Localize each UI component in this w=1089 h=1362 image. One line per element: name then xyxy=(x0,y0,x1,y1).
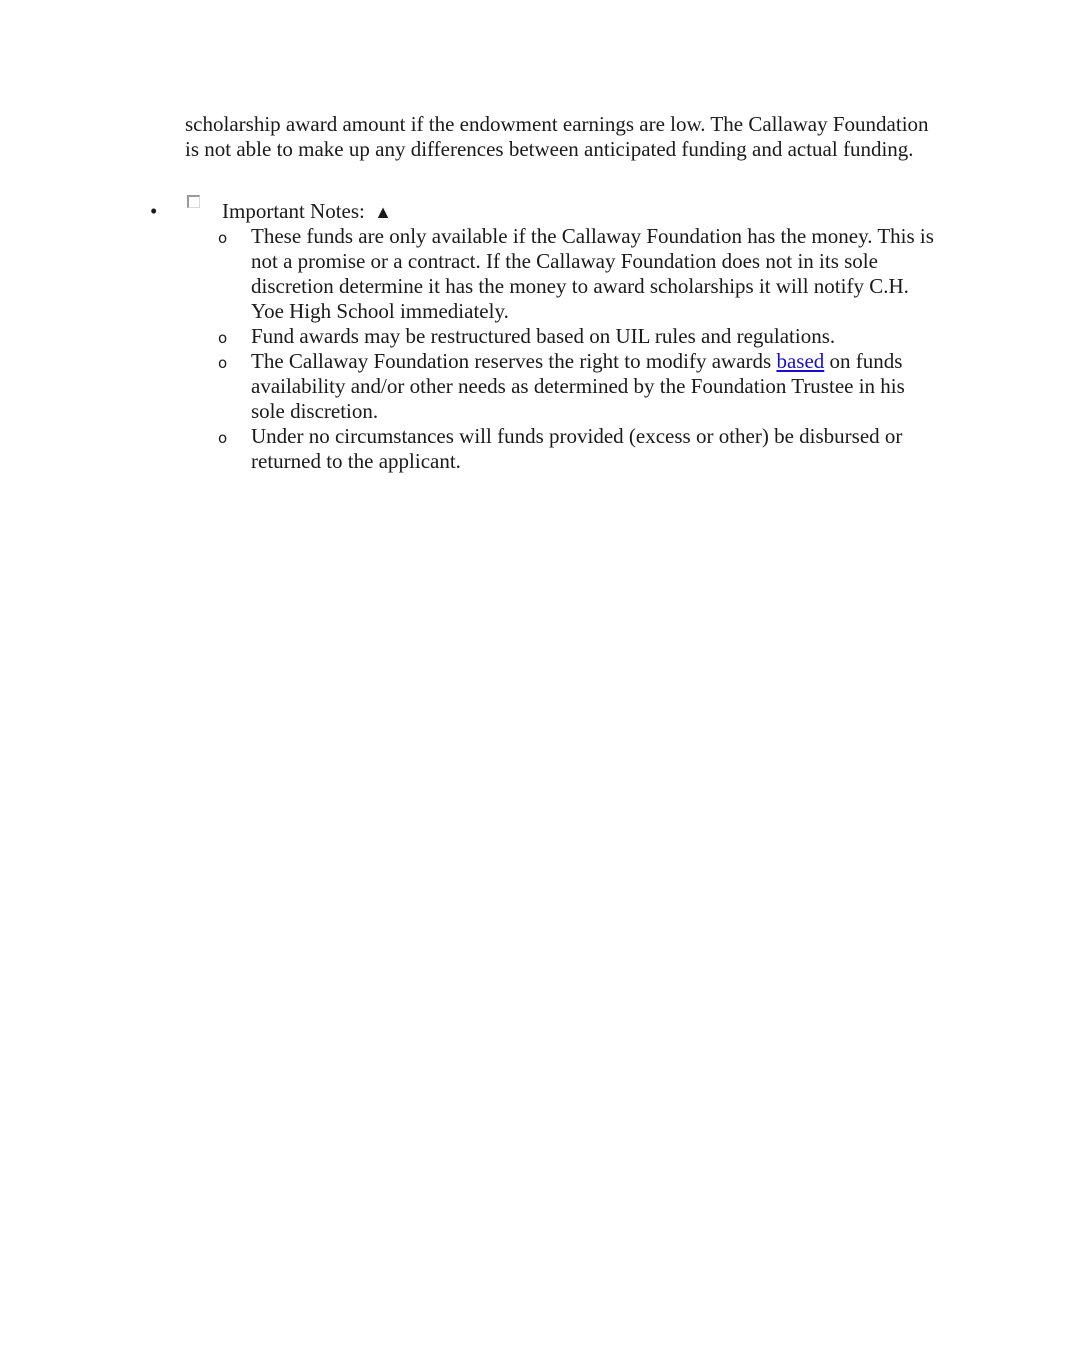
list-item-line: availability and/or other needs as determined by the Foundation Trustee in his xyxy=(251,374,905,398)
list-item-line xyxy=(251,349,1089,374)
list-item xyxy=(0,349,1089,424)
bullet-dot-icon: • xyxy=(150,199,158,223)
continuation-line-1: scholarship award amount if the endowment earnings are low. The Callaway Foundation xyxy=(185,112,929,136)
list-item-line: not a promise or a contract. If the Callaway Foundation does not in its sole xyxy=(251,249,878,273)
list-item-line: Under no circumstances will funds provided (excess or other) be disbursed or xyxy=(251,424,903,448)
triangle-up-icon: ▲ xyxy=(374,202,392,222)
heading-label: Important Notes: xyxy=(222,199,365,223)
list-item xyxy=(0,224,1089,324)
list-item-line: Fund awards may be restructured based on UIL rules and regulations. xyxy=(251,324,836,348)
line-text: The Callaway Foundation reserves the right to modify awards xyxy=(251,349,777,373)
continuation-line-2: is not able to make up any differences between anticipated funding and actual funding. xyxy=(185,137,914,161)
circle-bullet-icon: o xyxy=(218,229,228,247)
list-item xyxy=(0,324,1089,349)
based-link[interactable]: based xyxy=(776,349,825,373)
list-item xyxy=(0,424,1089,474)
circle-bullet-icon: o xyxy=(218,329,228,347)
list-item-line: These funds are only available if the Callaway Foundation has the money. This is xyxy=(251,224,934,248)
line-text: on funds xyxy=(824,349,903,373)
list-item-line: discretion determine it has the money to award scholarships it will notify C.H. xyxy=(251,274,909,298)
circle-bullet-icon: o xyxy=(218,429,228,447)
list-item-line: sole discretion. xyxy=(251,399,379,423)
notes-checkbox[interactable] xyxy=(187,195,200,208)
important-notes-heading xyxy=(222,199,392,225)
list-item-line: returned to the applicant. xyxy=(251,449,461,473)
list-item-line: Yoe High School immediately. xyxy=(251,299,509,323)
continuation-paragraph xyxy=(185,112,985,162)
circle-bullet-icon: o xyxy=(218,354,228,372)
notes-list xyxy=(0,224,1089,474)
